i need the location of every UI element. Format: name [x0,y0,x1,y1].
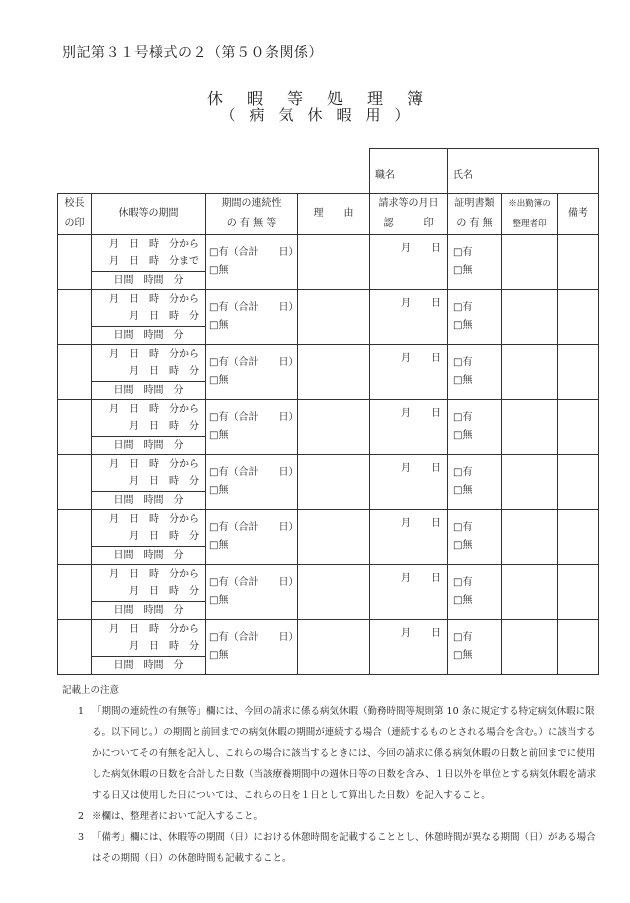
period-until: 月 日 時 分 [129,531,199,542]
remarks-cell[interactable] [558,235,599,290]
cert-yes-checkbox[interactable]: □有 [453,412,473,423]
period-until: 月 日 時 分 [129,476,199,487]
cert-no-checkbox[interactable]: □無 [453,375,473,386]
cert-no-checkbox[interactable]: □無 [453,540,473,551]
cert-no-checkbox[interactable]: □無 [453,485,473,496]
signature-row [58,149,599,194]
certificate-cell[interactable] [448,235,502,290]
duration-cell[interactable]: 日間 時間 分 [92,602,206,620]
header-reason: 理 由 [298,194,370,235]
period-from: 月 日 時 分から [109,459,199,470]
request-date-cell[interactable]: 月 日 [370,400,448,455]
cert-no-checkbox[interactable]: □無 [453,430,473,441]
note-item: 2 ※欄は、整理者において記入すること。 [77,811,264,822]
certificate-cell[interactable] [448,345,502,400]
attendance-clerk-cell[interactable] [502,455,558,510]
duration-cell[interactable]: 日間 時間 分 [92,437,206,455]
continuity-cell[interactable] [206,565,298,620]
notes-section [62,680,602,869]
duration-cell[interactable]: 日間 時間 分 [92,657,206,675]
title-char: 等 [286,89,303,108]
header-leave-period: 休暇等の期間 [92,194,206,235]
subtitle-char: 気 [278,106,294,124]
period-until: 月 日 時 分 [129,586,199,597]
continuity-yes-checkbox[interactable]: □有（合計 日） [209,632,299,643]
attendance-clerk-cell[interactable] [502,290,558,345]
continuity-no-checkbox[interactable]: □無 [209,430,229,441]
period-from: 月 日 時 分から [109,239,199,250]
principal-seal-cell[interactable] [58,565,92,620]
page-subtitle [0,104,630,125]
remarks-cell[interactable] [558,510,599,565]
period-from: 月 日 時 分から [109,294,199,305]
period-cell[interactable] [92,620,206,657]
title-char: 理 [367,89,384,108]
leave-entry-row [58,290,599,327]
cert-yes-checkbox[interactable]: □有 [453,357,473,368]
reason-cell[interactable] [298,345,370,400]
cert-yes-checkbox[interactable]: □有 [453,467,473,478]
header-continuity: 期間の連続性 の 有 無 等 [206,194,298,235]
principal-seal-cell[interactable] [58,290,92,345]
leave-entry-row [58,455,599,492]
period-cell[interactable] [92,290,206,327]
request-date-cell[interactable]: 月 日 [370,510,448,565]
continuity-no-checkbox[interactable]: □無 [209,265,229,276]
header-attendance-clerk: ※出勤簿の 整理者印 [502,194,558,235]
principal-seal-cell[interactable] [58,235,92,290]
position-field[interactable]: 職名 [370,149,448,194]
reason-cell[interactable] [298,235,370,290]
cert-no-checkbox[interactable]: □無 [453,650,473,661]
period-cell[interactable] [92,235,206,272]
period-from: 月 日 時 分から [109,569,199,580]
duration-cell[interactable]: 日間 時間 分 [92,382,206,400]
period-cell[interactable] [92,345,206,382]
period-from: 月 日 時 分から [109,514,199,525]
continuity-yes-checkbox[interactable]: □有（合計 日） [209,302,299,313]
leave-entry-row [58,400,599,437]
subtitle-char: （ [220,106,236,124]
principal-seal-cell[interactable] [58,510,92,565]
certificate-cell[interactable] [448,290,502,345]
name-field[interactable]: 氏名 [448,149,599,194]
principal-seal-cell[interactable] [58,455,92,510]
continuity-cell[interactable] [206,620,298,675]
leave-entry-row [58,620,599,657]
reason-cell[interactable] [298,290,370,345]
reason-cell[interactable] [298,400,370,455]
period-until: 月 日 時 分まで [109,256,199,267]
period-from: 月 日 時 分から [109,349,199,360]
title-char: 暇 [246,89,263,108]
title-char: 休 [206,89,223,108]
attendance-clerk-cell[interactable] [502,620,558,675]
subtitle-char: 用 [365,106,381,124]
remarks-cell[interactable] [558,345,599,400]
duration-cell[interactable]: 日間 時間 分 [92,327,206,345]
notes-heading: 記載上の注意 [62,685,120,696]
attendance-clerk-cell[interactable] [502,235,558,290]
continuity-cell[interactable] [206,235,298,290]
remarks-cell[interactable] [558,400,599,455]
continuity-yes-checkbox[interactable]: □有（合計 日） [209,247,299,258]
reason-cell[interactable] [298,455,370,510]
period-until: 月 日 時 分 [129,421,199,432]
attendance-clerk-cell[interactable] [502,510,558,565]
continuity-no-checkbox[interactable]: □無 [209,375,229,386]
reason-cell[interactable] [298,565,370,620]
leave-entry-row [58,565,599,602]
principal-seal-cell[interactable] [58,345,92,400]
header-certificate: 証明書類 の 有 無 [448,194,502,235]
form-number: 別記第３１号様式の２（第５０条関係） [62,45,323,61]
cert-no-checkbox[interactable]: □無 [453,265,473,276]
remarks-cell[interactable] [558,620,599,675]
period-cell[interactable] [92,455,206,492]
leave-entry-row [58,510,599,547]
continuity-no-checkbox[interactable]: □無 [209,485,229,496]
attendance-clerk-cell[interactable] [502,565,558,620]
remarks-cell[interactable] [558,565,599,620]
period-cell[interactable] [92,510,206,547]
attendance-clerk-cell[interactable] [502,345,558,400]
continuity-no-checkbox[interactable]: □無 [209,540,229,551]
request-date-cell[interactable]: 月 日 [370,290,448,345]
title-char: 処 [327,89,344,108]
continuity-cell[interactable] [206,400,298,455]
leave-entry-row [58,345,599,382]
period-until: 月 日 時 分 [129,641,199,652]
continuity-no-checkbox[interactable]: □無 [209,320,229,331]
subtitle-char: 暇 [336,106,352,124]
certificate-cell[interactable] [448,400,502,455]
subtitle-char: 病 [249,106,265,124]
cert-yes-checkbox[interactable]: □有 [453,522,473,533]
header-request-date: 請求等の月日 認 印 [370,194,448,235]
header-row [58,194,599,235]
request-date-cell[interactable]: 月 日 [370,235,448,290]
request-date-cell[interactable]: 月 日 [370,455,448,510]
duration-cell[interactable]: 日間 時間 分 [92,547,206,565]
reason-cell[interactable] [298,510,370,565]
leave-register-table [57,148,599,675]
period-until: 月 日 時 分 [129,311,199,322]
period-from: 月 日 時 分から [109,404,199,415]
request-date-cell[interactable]: 月 日 [370,345,448,400]
continuity-yes-checkbox[interactable]: □有（合計 日） [209,577,299,588]
continuity-cell[interactable] [206,455,298,510]
period-from: 月 日 時 分から [109,624,199,635]
continuity-no-checkbox[interactable]: □無 [209,595,229,606]
cert-no-checkbox[interactable]: □無 [453,320,473,331]
remarks-cell[interactable] [558,290,599,345]
continuity-yes-checkbox[interactable]: □有（合計 日） [209,467,299,478]
certificate-cell[interactable] [448,565,502,620]
request-date-cell[interactable]: 月 日 [370,565,448,620]
period-cell[interactable] [92,400,206,437]
cert-yes-checkbox[interactable]: □有 [453,632,473,643]
remarks-cell[interactable] [558,455,599,510]
header-principal-seal: 校長 の印 [58,194,92,235]
certificate-cell[interactable] [448,510,502,565]
certificate-cell[interactable] [448,455,502,510]
cert-yes-checkbox[interactable]: □有 [453,247,473,258]
request-date-cell[interactable]: 月 日 [370,620,448,675]
subtitle-char: 休 [307,106,323,124]
cert-yes-checkbox[interactable]: □有 [453,577,473,588]
continuity-cell[interactable] [206,345,298,400]
principal-seal-cell[interactable] [58,400,92,455]
leave-entry-row [58,235,599,272]
period-until: 月 日 時 分 [129,366,199,377]
note-item: 3 「備考」欄には、休暇等の期間（日）における休憩時間を記載することとし、休憩時間が異なる期間（日）がある場合はその期間（日）の休憩時間も記載すること。 [77,832,596,864]
duration-cell[interactable]: 日間 時間 分 [92,272,206,290]
continuity-no-checkbox[interactable]: □無 [209,650,229,661]
attendance-clerk-cell[interactable] [502,400,558,455]
continuity-yes-checkbox[interactable]: □有（合計 日） [209,357,299,368]
continuity-yes-checkbox[interactable]: □有（合計 日） [209,522,299,533]
cert-no-checkbox[interactable]: □無 [453,595,473,606]
duration-cell[interactable]: 日間 時間 分 [92,492,206,510]
reason-cell[interactable] [298,620,370,675]
subtitle-char: ） [394,106,410,124]
note-item: 1 「期間の連続性の有無等」欄には、今回の請求に係る病気休暇（勤務時間等規則第 10 条に規定する特定病気休暇に限る。以下同じ。）の期間と前回までの病気休暇の期間が連続する場合（連続するものとされる場合を含む。）に該当するかについてその有無を記入し、これらの場合に該当するときには、今回の請求に係る病気休暇の日数と前回までに使用した病気休暇の日数を合計した日数（当該療養期間中の週休日等の日数を含み、１日以外を単位とする病気休暇を請求する日又は使用した日については、これらの日を１日として算出した日数）を記入すること。 [77,706,597,801]
header-remarks: 備考 [558,194,599,235]
certificate-cell[interactable] [448,620,502,675]
continuity-cell[interactable] [206,290,298,345]
title-char: 簿 [407,89,424,108]
cert-yes-checkbox[interactable]: □有 [453,302,473,313]
continuity-yes-checkbox[interactable]: □有（合計 日） [209,412,299,423]
continuity-cell[interactable] [206,510,298,565]
principal-seal-cell[interactable] [58,620,92,675]
period-cell[interactable] [92,565,206,602]
